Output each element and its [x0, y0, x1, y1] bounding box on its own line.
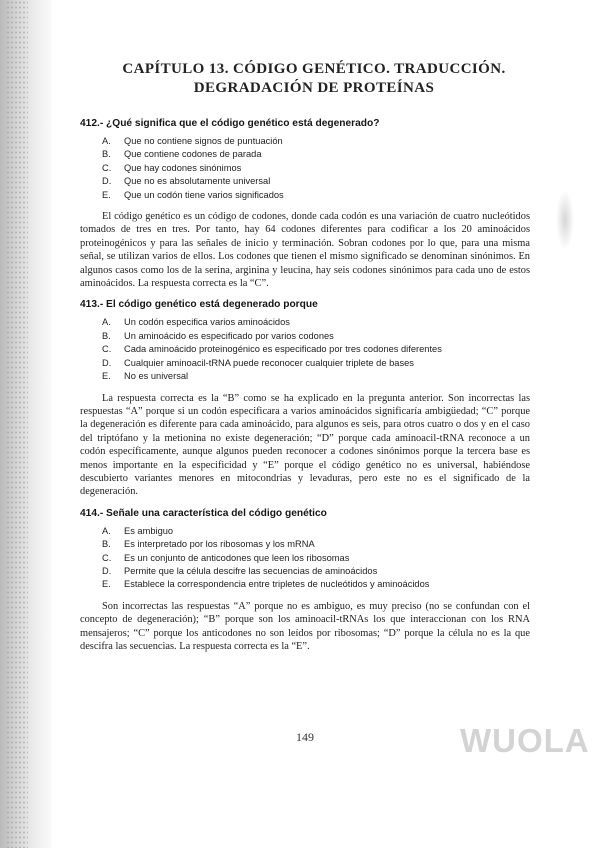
option-text: Que no contiene signos de puntuación	[124, 136, 283, 146]
question-413	[80, 298, 530, 498]
chapter-title	[98, 60, 530, 98]
option-text: Un aminoácido es especificado por varios codones	[124, 330, 334, 341]
option-text: No es universal	[124, 371, 189, 382]
page-content	[80, 60, 530, 661]
explanation-paragraph: El código genético es un código de codones, donde cada codón es una variación de cuatro nucleótidos tomados de tres en tres. Por tanto, hay 64 codones diferentes para codificar a los 20 aminoácidos proteinogénicos y para las señales de inicio y terminación. Sobran codones por lo que, para una misma señal, se utilizan varios de ellos. Los codones que tienen el mismo significado se denominan sinónimos. En algunos casos como los de la serina, arginina y leucina, hay seis codones sinónimos para cada uno de estos aminoácidos. La respuesta correcta es la “C”.	[80, 211, 530, 290]
option-text: Es interpretado por los ribosomas y los mRNA	[124, 539, 315, 550]
option-letter: C.	[102, 344, 112, 355]
option-letter: E.	[102, 579, 111, 590]
option-text: Cada aminoácido proteinogénico es especificado por tres codones diferentes	[124, 344, 442, 355]
option-text: Es un conjunto de anticodones que leen los ribosomas	[124, 552, 350, 563]
option-list	[80, 525, 530, 592]
option-d	[102, 357, 530, 370]
option-text: Cualquier aminoacil-tRNA puede reconocer cualquier triplete de bases	[124, 357, 414, 368]
option-a	[102, 525, 530, 538]
option-letter: B.	[102, 330, 111, 341]
question-title: 414.- Señale una característica del código genético	[80, 507, 327, 519]
option-e	[102, 578, 530, 591]
scan-smudge	[556, 190, 574, 250]
option-list	[80, 135, 530, 202]
chapter-title-line-1: CAPÍTULO 13. CÓDIGO GENÉTICO. TRADUCCIÓN.	[122, 61, 506, 77]
scan-binding-noise	[6, 0, 28, 848]
option-letter: D.	[102, 176, 112, 187]
watermark-logo: WUOLA	[460, 722, 590, 759]
option-letter: B.	[102, 539, 111, 550]
option-text: Que hay codones sinónimos	[124, 162, 242, 173]
option-text: Es ambiguo	[124, 525, 174, 536]
option-text: Permite que la célula descifre las secuencias de aminoácidos	[124, 565, 378, 576]
option-e	[102, 370, 530, 383]
option-letter: D.	[102, 357, 112, 368]
option-text: Que un codón tiene varios significados	[124, 189, 284, 200]
option-d	[102, 565, 530, 578]
option-list	[80, 316, 530, 383]
option-letter: A.	[102, 136, 111, 146]
option-letter: C.	[102, 162, 112, 173]
option-e	[102, 189, 530, 202]
option-letter: E.	[102, 189, 111, 200]
option-letter: D.	[102, 565, 112, 576]
option-text: Que no es absolutamente universal	[124, 176, 271, 187]
question-412	[80, 117, 530, 290]
option-letter: C.	[102, 552, 112, 563]
question-414	[80, 507, 530, 654]
explanation-paragraph: La respuesta correcta es la “B” como se ha explicado en la pregunta anterior. Son incorrectas las respuestas “A” porque si un codón especificara a varios aminoácidos significaría ambigüedad; “C” porque la degeneración es diferente para cada aminoácido, para algunos es seis, para otros cuatro o dos y en el caso del triptófano y la metionina no existe degeneración; “D” porque cada aminoacil-tRNA reconoce a un codón específicamente, aunque algunos pueden reconocer a codones sinónimos porque la tercera base es menos importante en la especificidad y “E” porque el código genético no es universal, habiéndose descubierto variantes menores en mitocondrias y levaduras, pero este no es el significado de la degeneración.	[80, 392, 530, 498]
option-c	[102, 552, 530, 565]
option-c	[102, 162, 530, 175]
option-text: Que contiene codones de parada	[124, 149, 262, 160]
option-text: Establece la correspondencia entre tripletes de nucleótidos y aminoácidos	[124, 579, 430, 590]
option-letter: E.	[102, 371, 111, 382]
option-d	[102, 175, 530, 188]
option-a	[102, 135, 530, 148]
option-b	[102, 148, 530, 161]
option-letter: A.	[102, 525, 111, 536]
option-a	[102, 316, 530, 329]
page-number: 149	[296, 730, 314, 744]
option-b	[102, 538, 530, 551]
option-c	[102, 343, 530, 356]
question-title: 413.- El código genético está degenerado porque	[80, 299, 318, 311]
option-letter: B.	[102, 149, 111, 160]
question-title: 412.- ¿Qué significa que el código genético está degenerado?	[80, 118, 380, 129]
explanation-paragraph: Son incorrectas las respuestas “A” porque no es ambiguo, es muy preciso (no se confundan con el concepto de degeneración); “B” porque son los aminoacil-tRNAs los que interaccionan con los RNA mensajeros; “C” porque los anticodones no son leídos por ribosomas; “D” porque la célula no es la que descifra las secuencias. La respuesta correcta es la “E”.	[80, 600, 530, 652]
option-b	[102, 330, 530, 343]
option-text: Un codón especifica varios aminoácidos	[124, 317, 290, 328]
chapter-title-line-2: DEGRADACIÓN DE PROTEÍNAS	[193, 80, 435, 96]
option-letter: A.	[102, 317, 111, 328]
